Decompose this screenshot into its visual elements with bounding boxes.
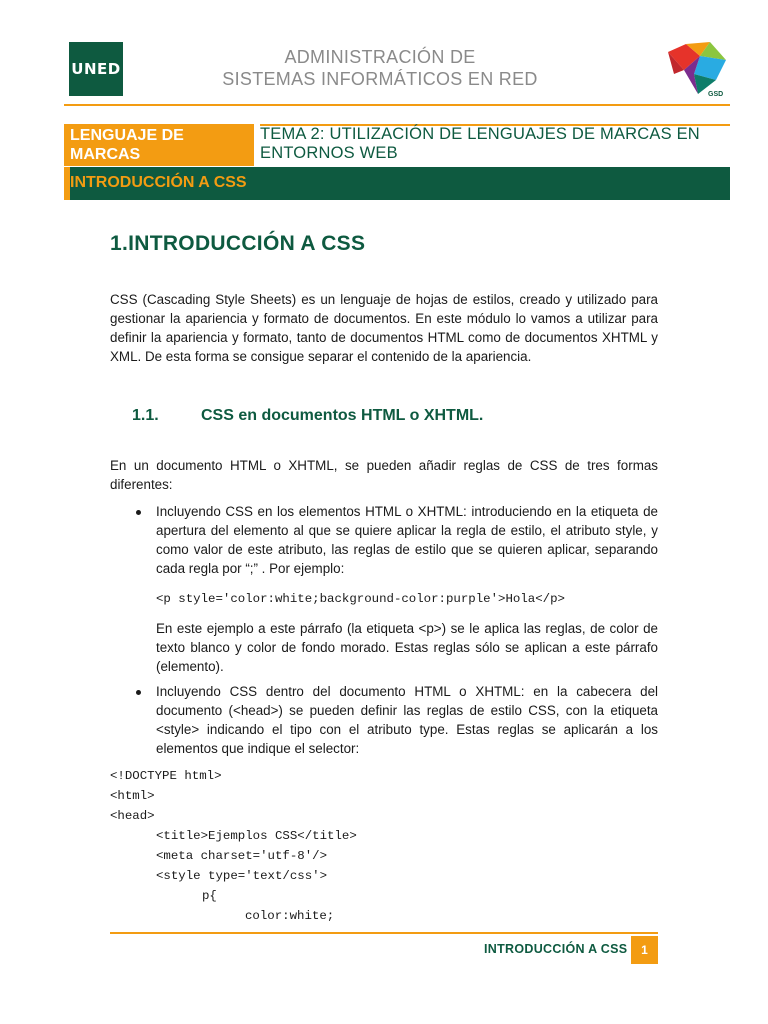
lead-paragraph: En un documento HTML o XHTML, se pueden añadir reglas de CSS de tres formas diferentes:	[110, 458, 658, 492]
section-banner-label: INTRODUCCIÓN A CSS	[70, 174, 247, 191]
intro-paragraph: CSS (Cascading Style Sheets) es un lenguaje de hojas de estilos, creado y utilizado para gestionar la apariencia y formato de documentos. En este módulo lo vamos a utilizar para definir la apariencia y formato, tanto de documentos HTML como de documentos XHTML y XML. De esta forma se consigue separar el contenido de la apariencia.	[110, 292, 658, 364]
document-title-line2: SISTEMAS INFORMÁTICOS EN RED	[222, 69, 538, 89]
heading-1-1	[132, 407, 483, 425]
bullet-icon	[136, 510, 141, 515]
footer-section-title: INTRODUCCIÓN A CSS	[484, 942, 628, 956]
section-banner	[64, 167, 730, 200]
code-line: <style type='text/css'>	[156, 869, 328, 883]
bullet-1-explanation: En este ejemplo a este párrafo (la etiqueta <p>) se le aplica las reglas, de color de texto blanco y color de fondo morado. Estas reglas sólo se aplican a este párrafo (elemento).	[156, 621, 658, 674]
page-number: 1	[631, 936, 658, 964]
unit-title: TEMA 2: UTILIZACIÓN DE LENGUAJES DE MARCAS EN ENTORNOS WEB	[260, 125, 700, 162]
inline-code-example: <p style='color:white;background-color:purple'>Hola</p>	[156, 592, 565, 606]
heading-1-1-number: 1.1.	[132, 407, 159, 424]
bullet-list	[110, 502, 658, 676]
heading-1: 1.INTRODUCCIÓN A CSS	[110, 232, 366, 255]
code-line: p{	[202, 889, 217, 903]
uned-logo: UNED	[69, 42, 123, 96]
bullet-list	[110, 682, 658, 758]
bullet-icon	[136, 690, 141, 695]
heading-1-1-text: CSS en documentos HTML o XHTML.	[201, 407, 484, 424]
bullet-1-text: Incluyendo CSS en los elementos HTML o XHTML: introduciendo en la etiqueta de apertura del elemento al que se quiere aplicar la regla de estilo, el atributo style, y como valor de este atributo, las reglas de estilo que se quieren aplicar, separando cada regla por “;” . Por ejemplo:	[156, 504, 658, 576]
header-divider	[64, 104, 730, 106]
code-line: <title>Ejemplos CSS</title>	[156, 829, 357, 843]
gsd-logo-text: GSD	[708, 91, 724, 98]
list-item	[110, 682, 658, 758]
code-line: color:white;	[245, 909, 335, 923]
bullet-2-text: Incluyendo CSS dentro del documento HTML o XHTML: en la cabecera del documento (<head>) se pueden definir las reglas de estilo CSS, con la etiqueta <style> indicando el tipo con el atributo type. Estas reglas se aplicarán a los elementos que indique el selector:	[156, 684, 658, 756]
footer-divider	[110, 932, 658, 934]
topic-row	[64, 124, 730, 166]
code-line: <html>	[110, 789, 155, 803]
code-line: <!DOCTYPE html>	[110, 769, 222, 783]
document-title-line1: ADMINISTRACIÓN DE	[284, 47, 476, 67]
document-title	[150, 46, 610, 90]
main-content	[110, 232, 658, 923]
gsd-logo	[664, 40, 728, 100]
code-block	[110, 766, 658, 926]
subject-label: LENGUAJE DE MARCAS	[64, 124, 254, 166]
list-item	[110, 502, 658, 676]
code-line: <meta charset='utf-8'/>	[156, 849, 328, 863]
code-line: <head>	[110, 809, 155, 823]
